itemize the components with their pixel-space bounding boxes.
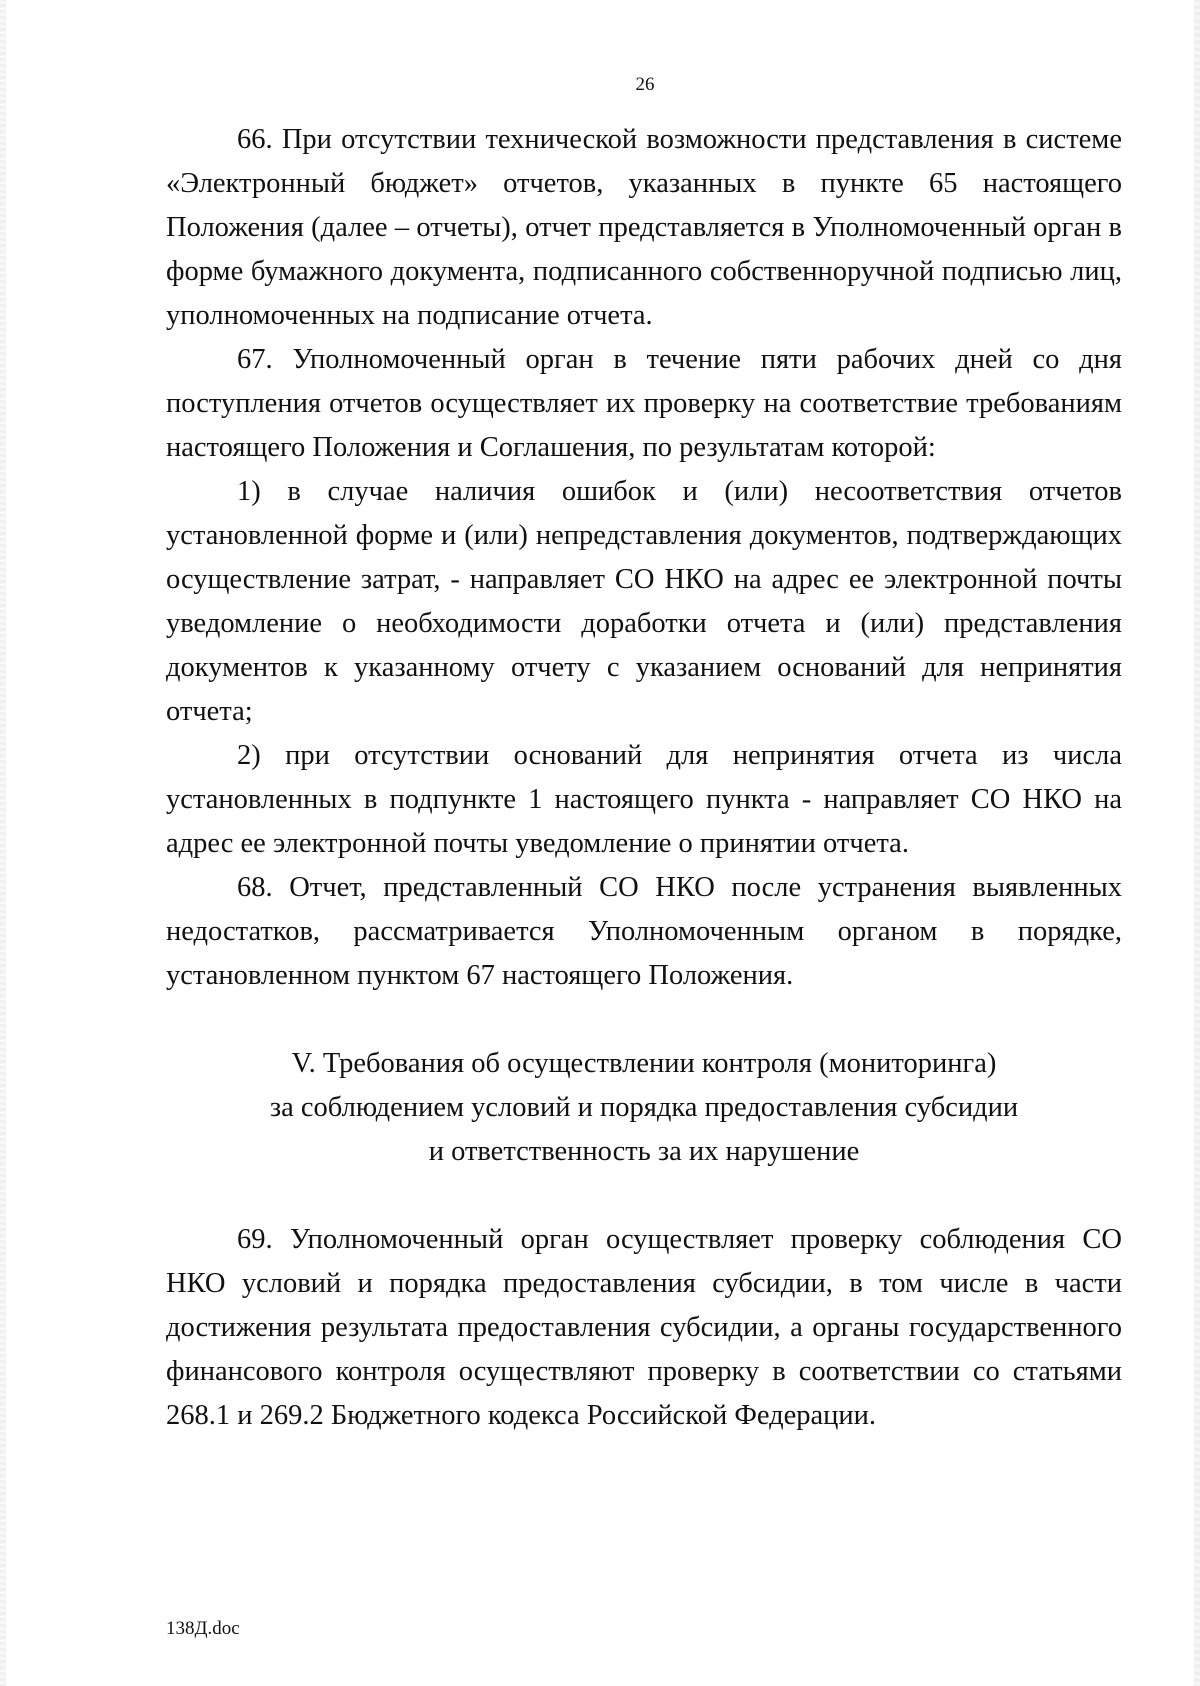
section-heading-line-3: и ответственность за их нарушение (428, 1136, 860, 1167)
section-heading-line-1: V. Требования об осуществлении контроля (мониторинга) (291, 1048, 997, 1079)
paragraph-68: 68. Отчет, представленный СО НКО после устранения выявленных недостатков, рассматривается Уполномоченным органом в порядке, установленном пунктом 67 настоящего Положения. (166, 872, 1122, 991)
page-number: 26 (635, 74, 655, 95)
footer-filename: 138Д.doc (166, 1618, 240, 1639)
section-heading-line-2: за соблюдением условий и порядка предоставления субсидии (269, 1092, 1019, 1123)
paragraph-69: 69. Уполномоченный орган осуществляет проверку соблюдения СО НКО условий и порядка предоставления субсидии, в том числе в части достижения результата предоставления субсидии, а органы государственного финансового контроля осуществляют проверку в соответствии со статьями 268.1 и 269.2 Бюджетного кодекса Российской Федерации. (166, 1224, 1122, 1431)
paragraph-67-subitem-1: 1) в случае наличия ошибок и (или) несоответствия отчетов установленной форме и (или) непредставления документов, подтверждающих осуществление затрат, - направляет СО НКО на адрес ее электронной почты уведомление о необходимости доработки отчета и (или) представления документов к указанному отчету с указанием оснований для непринятия отчета; (166, 476, 1122, 727)
paragraph-66: 66. При отсутствии технической возможности представления в системе «Электронный бюджет» отчетов, указанных в пункте 65 настоящего Положения (далее – отчеты), отчет представляется в Уполномоченный орган в форме бумажного документа, подписанного собственноручной подписью лиц, уполномоченных на подписание отчета. (166, 124, 1122, 331)
paragraph-67: 67. Уполномоченный орган в течение пяти рабочих дней со дня поступления отчетов осуществляет их проверку на соответствие требованиям настоящего Положения и Соглашения, по результатам которой: (166, 344, 1122, 463)
paragraph-67-subitem-2: 2) при отсутствии оснований для непринятия отчета из числа установленных в подпункте 1 настоящего пункта - направляет СО НКО на адрес ее электронной почты уведомление о принятии отчета. (166, 740, 1122, 859)
scan-edge-right (1194, 0, 1200, 1686)
section-heading (166, 1042, 1122, 1174)
scan-edge-left (0, 0, 6, 1686)
document-body (166, 118, 1122, 1438)
